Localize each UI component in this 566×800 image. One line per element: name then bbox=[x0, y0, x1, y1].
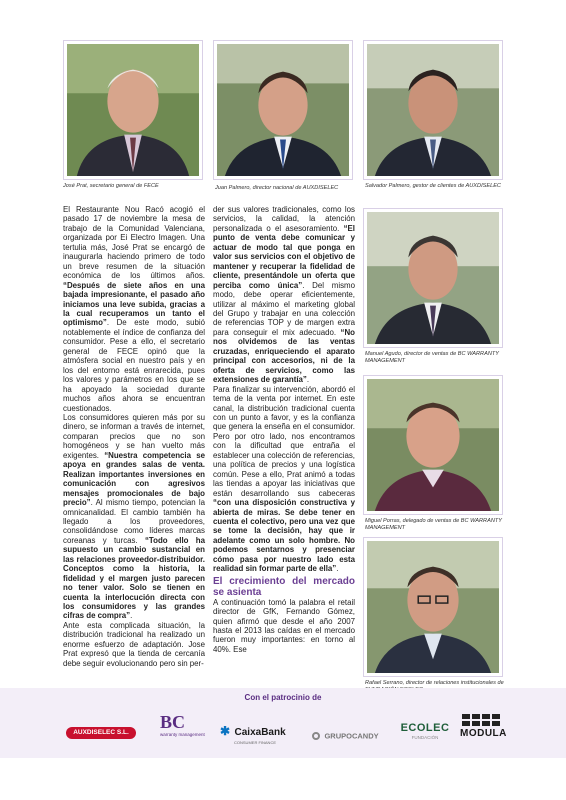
article-column-2-body bbox=[213, 205, 355, 574]
body-text: . bbox=[306, 375, 310, 385]
body-text: . Del mismo modo, debe operar eficientemente, utilizar al máximo el marketing global del Grupo y trabajar en una colección de referencias TOP y de margen extra para conseguir el mix adecuado. bbox=[213, 280, 355, 337]
caption-photo-5: Miguel Porras, delegado de ventas de BC WARRANTY MANAGEMENT bbox=[365, 518, 502, 531]
caixabank-logo: ✱ CaixaBank CONSUMER FINANCE bbox=[220, 724, 286, 745]
body-text: . De este modo, subió notablemente el índice de confianza del consumidor. Pese a ello, el secretario general de FECE opinó que la atmósfera social en nuestro país y en los del entorno está enrarecida, pues los valores y parámetros en los que se ha apoyado la sociedad durante muchos años ahora se encuentran cuestionados. bbox=[63, 318, 205, 413]
auxdiselec-logo: AUXDISELEC S.L. bbox=[66, 727, 136, 739]
modula-logo: MODULA bbox=[460, 714, 504, 748]
caption-photo-3: Salvador Palmero, gestor de clientes de AUXDISELEC bbox=[365, 183, 501, 189]
caption-photo-1: José Prat, secretario general de FECE bbox=[63, 183, 159, 189]
quote-text: “Todo ello ha supuesto un cambio sustancial en las relaciones proveedor-distribuidor. Conceptos como la historia, la fidelidad y el margen justo parecen no tener valor. Solo se tienen en cuenta la interlocución directa con los consumidores y las grandes cifras de compra” bbox=[63, 535, 205, 621]
quote-text: “El punto de venta debe comunicar y actuar de modo tal que ponga en valor sus servicios con el objetivo de mantener y recuperar la fidelidad de cliente, presentándole un oferta que perciba como única” bbox=[213, 223, 355, 290]
sponsors-title: Con el patrocinio de bbox=[244, 693, 322, 702]
grupocandy-logo: GRUPOCANDY bbox=[312, 727, 390, 741]
body-text: . bbox=[336, 564, 339, 574]
body-text: Para finalizar su intervención, abordó el tema de la venta por internet. En este canal, la distribución tradicional cuenta con un punto a favor, y es la confianza que genera la enseña en el consumidor. Pero por otro lado, nos encontramos con la dificultad que entraña el establecer una colección de referencias, una política de precios y una logística común. Pese a ello, Prat animó a todas las tiendas a apoyar las iniciativas que están desarrollando sus cabeceras bbox=[213, 384, 355, 498]
photo-jose-prat bbox=[63, 40, 203, 180]
section-heading: El crecimiento del mercado se asienta bbox=[213, 575, 355, 598]
photo-manuel-agudo bbox=[363, 208, 503, 348]
caption-photo-4: Manuel Agudo, director de ventas de BC WARRANTY MANAGEMENT bbox=[365, 351, 499, 364]
quote-text: “Después de siete años en una bajada impresionante, el pasado año iniciamos una leve subida, gracias a la cual recuperamos un tanto el optimismo” bbox=[63, 280, 205, 328]
ecolec-logo: ECOLEC FUNDACIÓN bbox=[400, 722, 450, 740]
photo-salvador-palmero bbox=[363, 40, 503, 180]
photo-juan-palmero bbox=[213, 40, 353, 180]
caixabank-star-icon: ✱ bbox=[220, 724, 231, 738]
grupocandy-circle-icon bbox=[312, 732, 320, 740]
quote-text: “con una disposición constructiva y abierta de miras. Se debe tener en cuenta el colectivo, pero una vez que se tome la decisión, hay que ir adelante como un solo hombre. No podemos sentarnos y presenciar cómo pasa por nuestro lado esta realidad sin formar parte de ella” bbox=[213, 498, 355, 574]
body-text: Los consumidores quieren más por su dinero, se informan a través de internet, comparan precios que no son homogéneos y se han vuelto más exigentes. bbox=[63, 412, 205, 460]
article-column-2 bbox=[213, 205, 355, 654]
modula-grid-icon bbox=[462, 714, 504, 726]
body-text: Ante esta complicada situación, la distribución tradicional ha realizado un enorme esfuerzo de adaptación. Jose Prat expresó que la tienda de cercanía debe seguir evolucionando pero sin per- bbox=[63, 620, 205, 668]
article-column-1 bbox=[63, 205, 205, 668]
caption-photo-2: Juan Palmero, director nacional de AUXDISELEC bbox=[215, 185, 339, 191]
quote-text: “Nuestra competencia se apoya en grandes salas de venta. Realizan importantes inversiones en comunicación con agresivos mensajes promocionales de bajo precio” bbox=[63, 450, 205, 508]
bc-mark: BC bbox=[160, 712, 186, 732]
body-text: . Al mismo tiempo, potencian la omnicanalidad. El cambio también ha llegado a los proveedores, consolidándose como líderes marcas coreanas y turcas. bbox=[63, 498, 205, 545]
bc-warranty-logo bbox=[160, 712, 208, 746]
body-text: El Restaurante Nou Racó acogió el pasado 17 de noviembre la mesa de trabajo de la Comunidad Valenciana, organizada por Ei Electro Imagen. Una tertulia más, José Prat se encargó de inaugurarla haciendo primero de todo un breve resumen de la situación económica de los últimos años. bbox=[63, 205, 205, 281]
caption-photo-6: Rafael Serrano, director de relaciones institucionales de bbox=[365, 680, 504, 686]
body-text: . bbox=[130, 611, 133, 621]
photo-miguel-porras bbox=[363, 375, 503, 515]
bc-subtext: warranty management bbox=[160, 732, 205, 737]
photo-rafael-serrano bbox=[363, 537, 503, 677]
quote-text: “No nos olvidemos de las ventas cruzadas, enriqueciendo el aparato principal con accesorios, ni de la oferta de servicios, como las extensiones de garantía” bbox=[213, 327, 355, 385]
article-column-2-continuation: A continuación tomó la palabra el retail director de GfK, Fernando Gómez, quien afirmó que desde el año 2007 hasta el 2013 las caídas en el mercado fueron muy importantes: en torno al 40%. Ese bbox=[213, 597, 355, 654]
body-text: der sus valores tradicionales, como los servicios, la calidad, la atención personalizada o el asesoramiento. bbox=[213, 205, 355, 233]
